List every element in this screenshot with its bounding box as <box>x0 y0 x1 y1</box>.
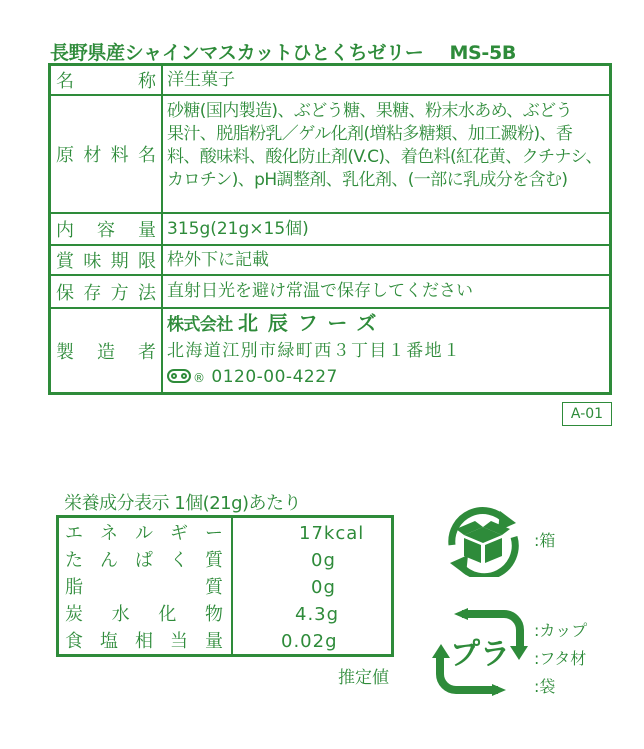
row-value: 洋生菓子 <box>167 69 235 90</box>
nutrition-label: 脂質 <box>65 577 223 598</box>
product-title <box>50 38 516 65</box>
nutrition-row <box>59 520 391 547</box>
row-heading: 原材料名 <box>56 145 156 166</box>
manufacturer-address: 北海道江別市緑町西３丁目１番地１ <box>167 341 462 361</box>
paper-item: :箱 <box>534 531 556 550</box>
nutrition-value: 0g <box>311 577 336 598</box>
nutrition-row <box>59 574 391 601</box>
free-dial-icon <box>167 369 191 383</box>
manufacturer-phone: 0120-00-4227 <box>211 367 338 387</box>
manufacturer-name: 北辰フーズ <box>237 311 387 335</box>
plastic-recycle-icon <box>432 608 528 696</box>
nutrition-row <box>59 628 391 655</box>
row-value: 315g(21g×15個) <box>167 218 309 239</box>
label-row-manufacturer <box>51 309 609 392</box>
product-code: MS-5B <box>449 42 517 64</box>
nutrition-table <box>56 515 394 657</box>
ingredients-line: 料、酸味料、酸化防止剤(V.C)、着色料(紅花黄、クチナシ、 <box>167 147 602 167</box>
row-heading: 保存方法 <box>56 282 156 304</box>
plastic-item: :フタ材 <box>534 649 587 668</box>
paper-recycle-icon <box>440 505 526 577</box>
estimated-note: 推定値 <box>338 668 389 688</box>
ingredients-line: 果汁、脱脂粉乳／ゲル化剤(増粘多糖類、加工澱粉)、香 <box>167 124 573 144</box>
row-value: 枠外下に記載 <box>167 249 269 270</box>
label-row-name <box>51 66 609 96</box>
registered-mark: ® <box>193 371 206 385</box>
nutrition-row <box>59 601 391 628</box>
row-heading: 製造者 <box>56 341 156 363</box>
ingredient-label-table <box>48 63 612 395</box>
nutrition-row <box>59 547 391 574</box>
lot-code-box: A-01 <box>562 402 612 426</box>
nutrition-value: 0.02g <box>281 631 338 652</box>
product-name: 長野県産シャインマスカットひとくちゼリー <box>50 42 424 64</box>
row-value: 直射日光を避け常温で保存してください <box>167 281 473 301</box>
nutrition-value: 4.3g <box>295 604 340 625</box>
nutrition-label: 炭水化物 <box>65 604 223 625</box>
plastic-item: :袋 <box>534 677 556 696</box>
label-row-ingredients <box>51 96 609 214</box>
label-row-expiry <box>51 246 609 276</box>
row-heading: 賞味期限 <box>56 251 156 272</box>
nutrition-label: エネルギー <box>65 523 223 544</box>
ingredients-line: カロチン)、pH調整剤、乳化剤、(一部に乳成分を含む) <box>167 170 568 190</box>
nutrition-label: 食塩相当量 <box>65 631 223 652</box>
nutrition-title: 栄養成分表示 1個(21g)あたり <box>64 493 302 514</box>
nutrition-value: 17kcal <box>299 523 365 544</box>
nutrition-label: たんぱく質 <box>65 550 223 571</box>
label-row-storage <box>51 276 609 309</box>
label-row-contents <box>51 214 609 246</box>
manufacturer-phone-line <box>167 364 338 391</box>
plastic-item: :カップ <box>534 621 588 640</box>
nutrition-value: 0g <box>311 550 336 571</box>
plastic-glyph: プラ <box>450 637 510 672</box>
row-heading: 名 称 <box>56 71 156 92</box>
manufacturer-company: 株式会社 北辰フーズ <box>167 311 387 335</box>
ingredients-line: 砂糖(国内製造)、ぶどう糖、果糖、粉末水あめ、ぶどう <box>167 101 572 121</box>
row-heading: 内容量 <box>56 220 156 241</box>
